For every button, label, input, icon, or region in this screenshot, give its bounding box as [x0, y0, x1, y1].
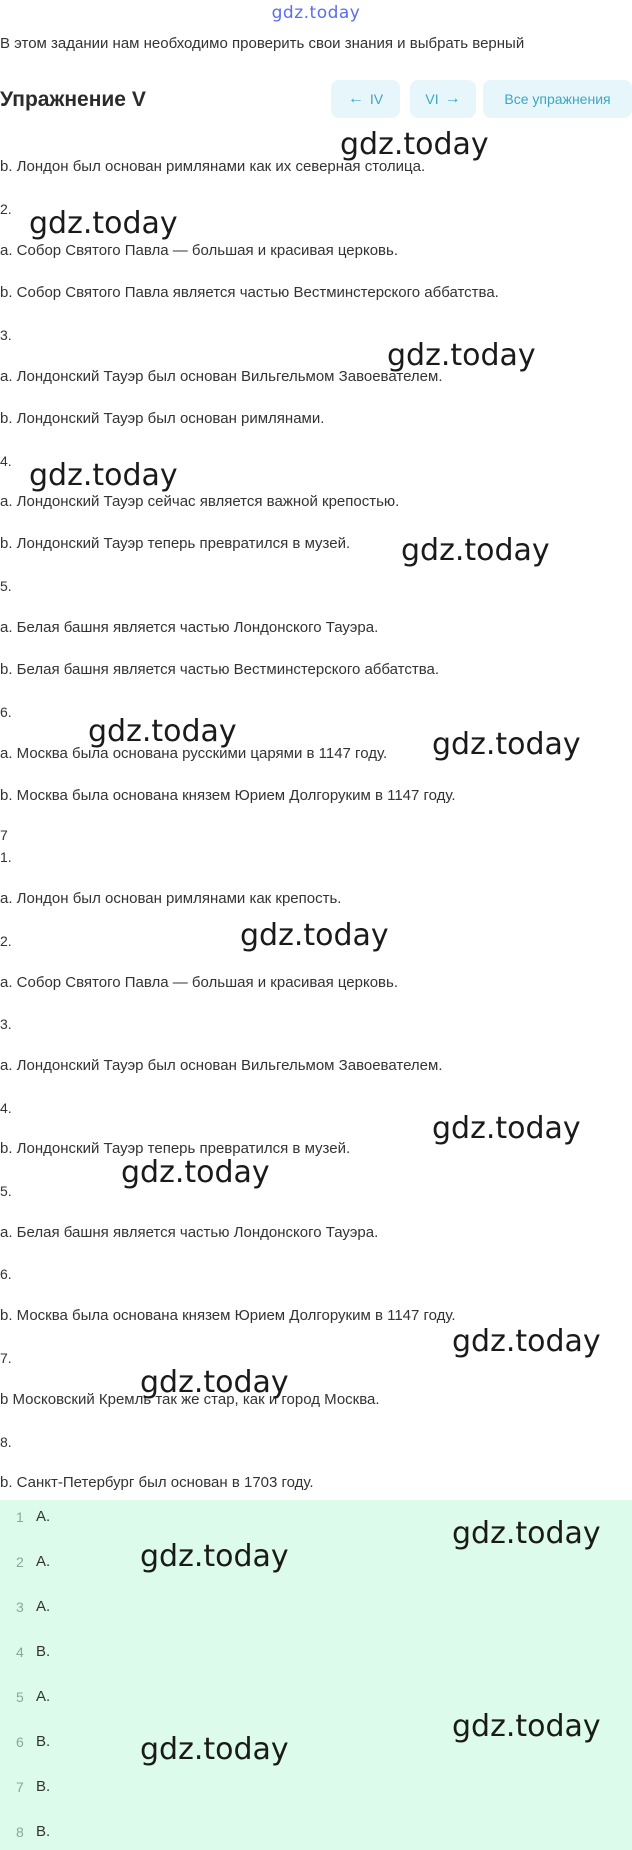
watermark: gdz.today: [387, 338, 536, 373]
watermark: gdz.today: [452, 1709, 601, 1744]
answer-value: A.: [36, 1508, 51, 1525]
answer-number: 7: [16, 1779, 24, 1795]
answer-value: B.: [36, 1823, 51, 1840]
solution-line: 2.: [0, 933, 12, 949]
solution-line: b. Москва была основана князем Юрием Долгоруким в 1147 году.: [0, 1307, 456, 1324]
exercise-title: Упражнение V: [0, 88, 146, 111]
watermark: gdz.today: [140, 1365, 289, 1400]
answers-panel: [0, 1500, 632, 1850]
intro-text: В этом задании нам необходимо проверить свои знания и выбрать верный: [0, 35, 525, 52]
all-exercises-button[interactable]: Все упражнения: [483, 80, 632, 118]
solution-line: b. Лондонский Тауэр был основан римлянами.: [0, 410, 325, 427]
solution-line: 7.: [0, 1350, 12, 1366]
answer-number: 2: [16, 1554, 24, 1570]
solution-line: 2.: [0, 201, 12, 217]
solution-line: 7: [0, 827, 8, 843]
watermark: gdz.today: [340, 127, 489, 162]
watermark: gdz.today: [121, 1155, 270, 1190]
solution-line: b. Санкт-Петербург был основан в 1703 году.: [0, 1474, 314, 1491]
answer-value: A.: [36, 1688, 51, 1705]
solution-line: b. Москва была основана князем Юрием Долгоруким в 1147 году.: [0, 787, 456, 804]
answer-number: 4: [16, 1644, 24, 1660]
answer-value: B.: [36, 1733, 51, 1750]
solution-line: 4.: [0, 1100, 12, 1116]
solution-line: 1.: [0, 849, 12, 865]
answer-number: 8: [16, 1824, 24, 1840]
solution-line: a. Лондонский Тауэр был основан Вильгельмом Завоевателем.: [0, 1057, 443, 1074]
solution-line: 8.: [0, 1434, 12, 1450]
arrow-left-icon: ←: [347, 90, 364, 107]
watermark: gdz.today: [240, 918, 389, 953]
watermark: gdz.today: [140, 1732, 289, 1767]
watermark: gdz.today: [88, 714, 237, 749]
solution-line: a. Лондонский Тауэр сейчас является важной крепостью.: [0, 493, 400, 510]
solution-line: a. Собор Святого Павла — большая и красивая церковь.: [0, 242, 398, 259]
answer-value: B.: [36, 1643, 51, 1660]
answer-number: 5: [16, 1689, 24, 1705]
watermark: gdz.today: [140, 1539, 289, 1574]
solution-line: 5.: [0, 1183, 12, 1199]
solution-line: a. Собор Святого Павла — большая и красивая церковь.: [0, 974, 398, 991]
answer-number: 6: [16, 1734, 24, 1750]
solution-line: a. Москва была основана русскими царями в 1147 году.: [0, 745, 388, 762]
answer-value: A.: [36, 1598, 51, 1615]
arrow-right-icon: →: [444, 90, 461, 107]
answer-number: 3: [16, 1599, 24, 1615]
watermark: gdz.today: [29, 206, 178, 241]
answer-number: 1: [16, 1509, 24, 1525]
answer-value: A.: [36, 1553, 51, 1570]
solution-line: 5.: [0, 578, 12, 594]
solution-line: b. Белая башня является частью Вестминстерского аббатства.: [0, 661, 440, 678]
solution-line: 6.: [0, 1266, 12, 1282]
solution-line: a. Лондон был основан римлянами как крепость.: [0, 890, 342, 907]
solution-line: b. Лондонский Тауэр теперь превратился в музей.: [0, 535, 351, 552]
answer-value: B.: [36, 1778, 51, 1795]
prev-exercise-label: IV: [369, 91, 384, 107]
solution-line: 4.: [0, 453, 12, 469]
solution-line: b. Лондон был основан римлянами как их северная столица.: [0, 158, 426, 175]
solution-line: 3.: [0, 1016, 12, 1032]
watermark: gdz.today: [29, 458, 178, 493]
solution-line: a. Белая башня является частью Лондонского Тауэра.: [0, 1224, 379, 1241]
solution-line: b Московский Кремль так же стар, как и город Москва.: [0, 1391, 380, 1408]
solution-line: b. Лондонский Тауэр теперь превратился в музей.: [0, 1140, 351, 1157]
watermark: gdz.today: [452, 1516, 601, 1551]
watermark: gdz.today: [432, 1111, 581, 1146]
solution-line: a. Лондонский Тауэр был основан Вильгельмом Завоевателем.: [0, 368, 443, 385]
solution-line: a. Белая башня является частью Лондонского Тауэра.: [0, 619, 379, 636]
solution-line: b. Собор Святого Павла является частью Вестминстерского аббатства.: [0, 284, 499, 301]
watermark: gdz.today: [452, 1324, 601, 1359]
solution-line: 3.: [0, 327, 12, 343]
watermark: gdz.today: [432, 727, 581, 762]
solution-line: 6.: [0, 704, 12, 720]
site-logo[interactable]: gdz.today: [271, 3, 361, 23]
watermark: gdz.today: [401, 533, 550, 568]
next-exercise-label: VI: [425, 91, 439, 107]
